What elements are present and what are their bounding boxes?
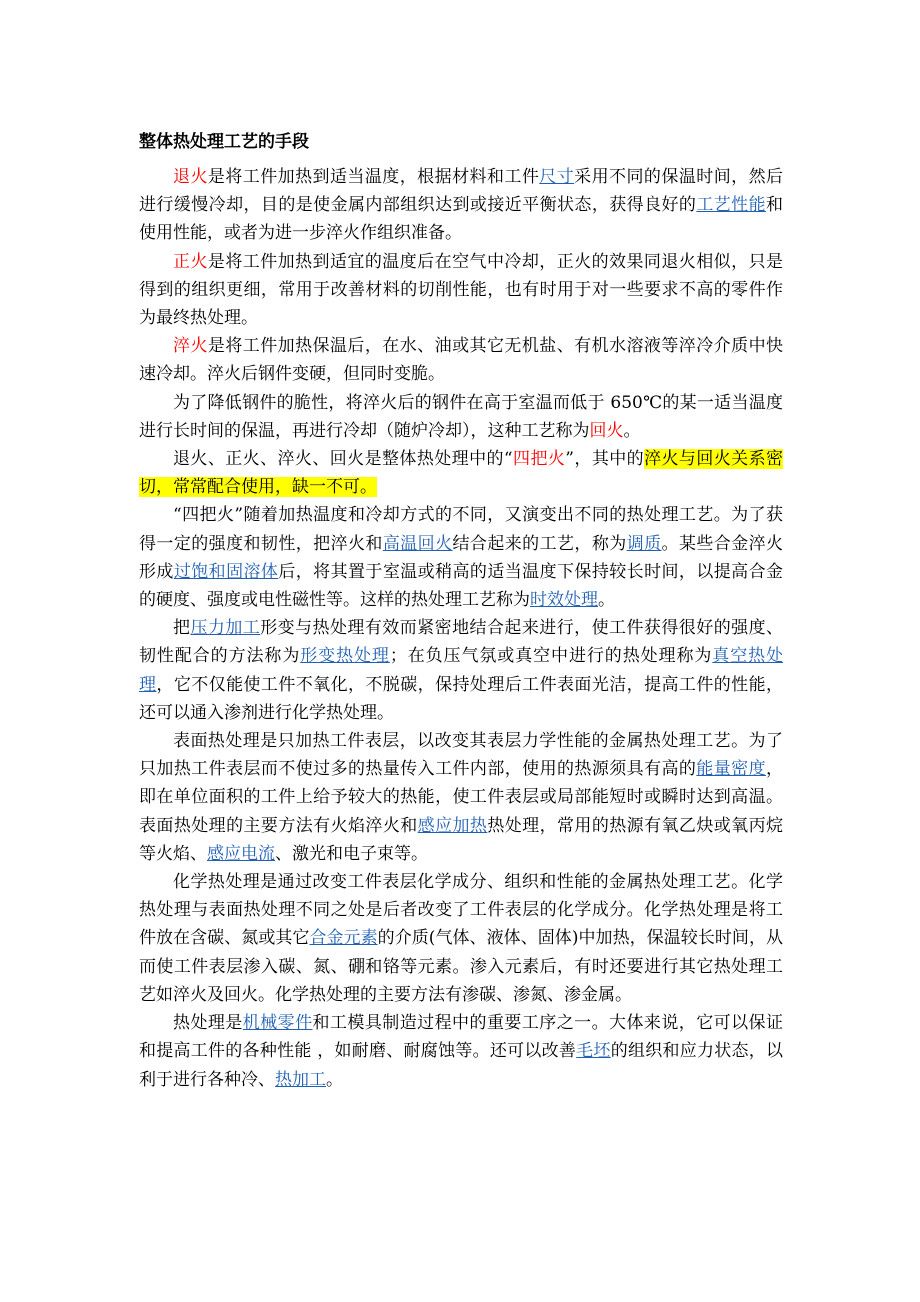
text-run: 。 [623,420,641,441]
text-run: 的介质(气体、液体、固体)中加热，保温较长时间，从而使工件表层渗入碳、氮、硼和铬等元素。渗入元素后，有时还要进行其它热处理工艺如淬火及回火。化学热处理的主要方法有渗碳、渗氮、渗金属。 [139,928,784,1005]
text-run: 结合起来的工艺，称为 [452,533,627,554]
text-run: 。 [326,1069,343,1090]
document-body [139,163,783,1094]
highlighted-text: 淬火与回火关系密切，常常配合使用，缺一不可。 [139,449,783,498]
document-page [139,128,783,1094]
text-run: 形变与热处理有效而紧密地结合起来进行，使工件获得很好的强度、韧性配合的方法称为 [139,618,784,667]
text-run: 退火、正火、淬火、回火是整体热处理中的“ [173,449,513,470]
text-run: ，它不仅能使工件不氧化，不脱碳，保持处理后工件表面光洁，提高工件的性能，还可以通入渗剂进行化学热处理。 [139,674,784,723]
text-run: 热处理，常用的热源有氧乙炔或氧丙烷等火焰、 [139,815,784,864]
paragraph [139,501,783,614]
paragraph [139,868,783,1009]
text-run: ”，其中的 [565,449,645,470]
document-title: 整体热处理工艺的手段 [139,132,309,152]
text-run: 和工模具制造过程中的重要工序之一。大体来说，它可以保证和提高工件的各种性能 ，如耐磨、耐腐蚀等。还可以改善 [139,1013,784,1062]
paragraph [139,248,783,333]
paragraph [139,727,783,868]
term-link[interactable]: 感应电流 [207,843,275,864]
text-run: 是将工件加热到适宜的温度后在空气中冷却，正火的效果同退火相似，只是得到的组织更细，常用于改善材料的切削性能，也有时用于对一些要求不高的零件作为最终热处理。 [139,251,784,329]
term-link[interactable]: 尺寸 [539,167,575,187]
text-run: 后，将其置于室温或稍高的适当温度下保持较长时间，以提高合金的硬度、强度或电性磁性等。这样的热处理工艺称为 [139,561,784,611]
paragraph [139,1009,783,1094]
key-term: 淬火 [173,336,208,357]
key-term: 四把火 [512,449,566,470]
key-term: 退火 [173,167,208,187]
text-run: ，即在单位面积的工件上给予较大的热能，使工件表层或局部能短时或瞬时达到高温。表面热处理的主要方法有火焰淬火和 [139,759,784,836]
text-run: 为了降低钢件的脆性，将淬火后的钢件在高于室温而低于 650℃的某一适当温度进行长时间的保温，再进行冷却（随炉冷却），这种工艺称为 [139,392,783,441]
paragraph [139,445,783,501]
text-run: 和使用性能，或者为进一步淬火作组织准备。 [139,195,784,244]
text-run: 的组织和应力状态，以利于进行各种冷、 [139,1041,784,1090]
text-run: 。某些合金淬火形成 [139,533,784,582]
key-term: 正火 [173,251,208,272]
text-run: 化学热处理是通过改变工件表层化学成分、组织和性能的金属热处理工艺。化学热处理与表面热处理不同之处是后者改变了工件表层的化学成分。化学热处理是将工件放在含碳、氮或其它 [139,872,783,949]
text-run: 是将工件加热到适当温度，根据材料和工件 [207,167,540,187]
term-link[interactable]: 毛坯 [576,1041,611,1062]
paragraph [139,614,783,727]
text-run: 热处理是 [173,1013,243,1034]
term-link[interactable]: 热加工 [275,1069,326,1090]
term-link[interactable]: 合金元素 [309,928,378,949]
term-link[interactable]: 真空热处理 [139,646,784,695]
text-run: 把 [173,618,191,639]
text-run: 、激光和电子束等。 [275,843,428,864]
text-run: 是将工件加热保温后，在水、油或其它无机盐、有机水溶液等淬冷介质中快速冷却。淬火后钢件变硬，但同时变脆。 [139,336,784,385]
text-run: 表面热处理是只加热工件表层，以改变其表层力学性能的金属热处理工艺。为了只加热工件表层而不使过多的热量传入工件内部，使用的热源须具有高的 [139,731,783,780]
term-link[interactable]: 过饱和固溶体 [173,561,279,582]
term-link[interactable]: 时效处理 [530,590,598,611]
paragraph [139,163,783,248]
term-link[interactable]: 调质 [626,533,662,554]
paragraph [139,332,783,388]
text-run: ；在负压气氛或真空中进行的热处理称为 [389,646,713,667]
term-link[interactable]: 机械零件 [242,1013,313,1034]
text-run: “四把火”随着加热温度和冷却方式的不同，又演变出不同的热处理工艺。为了获得一定的强度和韧性，把淬火和 [139,505,783,554]
text-run: 。 [598,590,615,611]
paragraph [139,389,783,445]
key-term: 回火 [589,420,624,441]
text-run: 采用不同的保温时间，然后进行缓慢冷却，目的是使金属内部组织达到或接近平衡状态，获得良好的 [139,167,784,216]
term-link[interactable]: 感应加热 [417,815,488,836]
term-link[interactable]: 形变热处理 [300,646,390,667]
term-link[interactable]: 工艺性能 [696,195,767,216]
term-link[interactable]: 高温回火 [382,533,453,554]
term-link[interactable]: 能量密度 [696,759,767,780]
term-link[interactable]: 压力加工 [190,618,261,639]
